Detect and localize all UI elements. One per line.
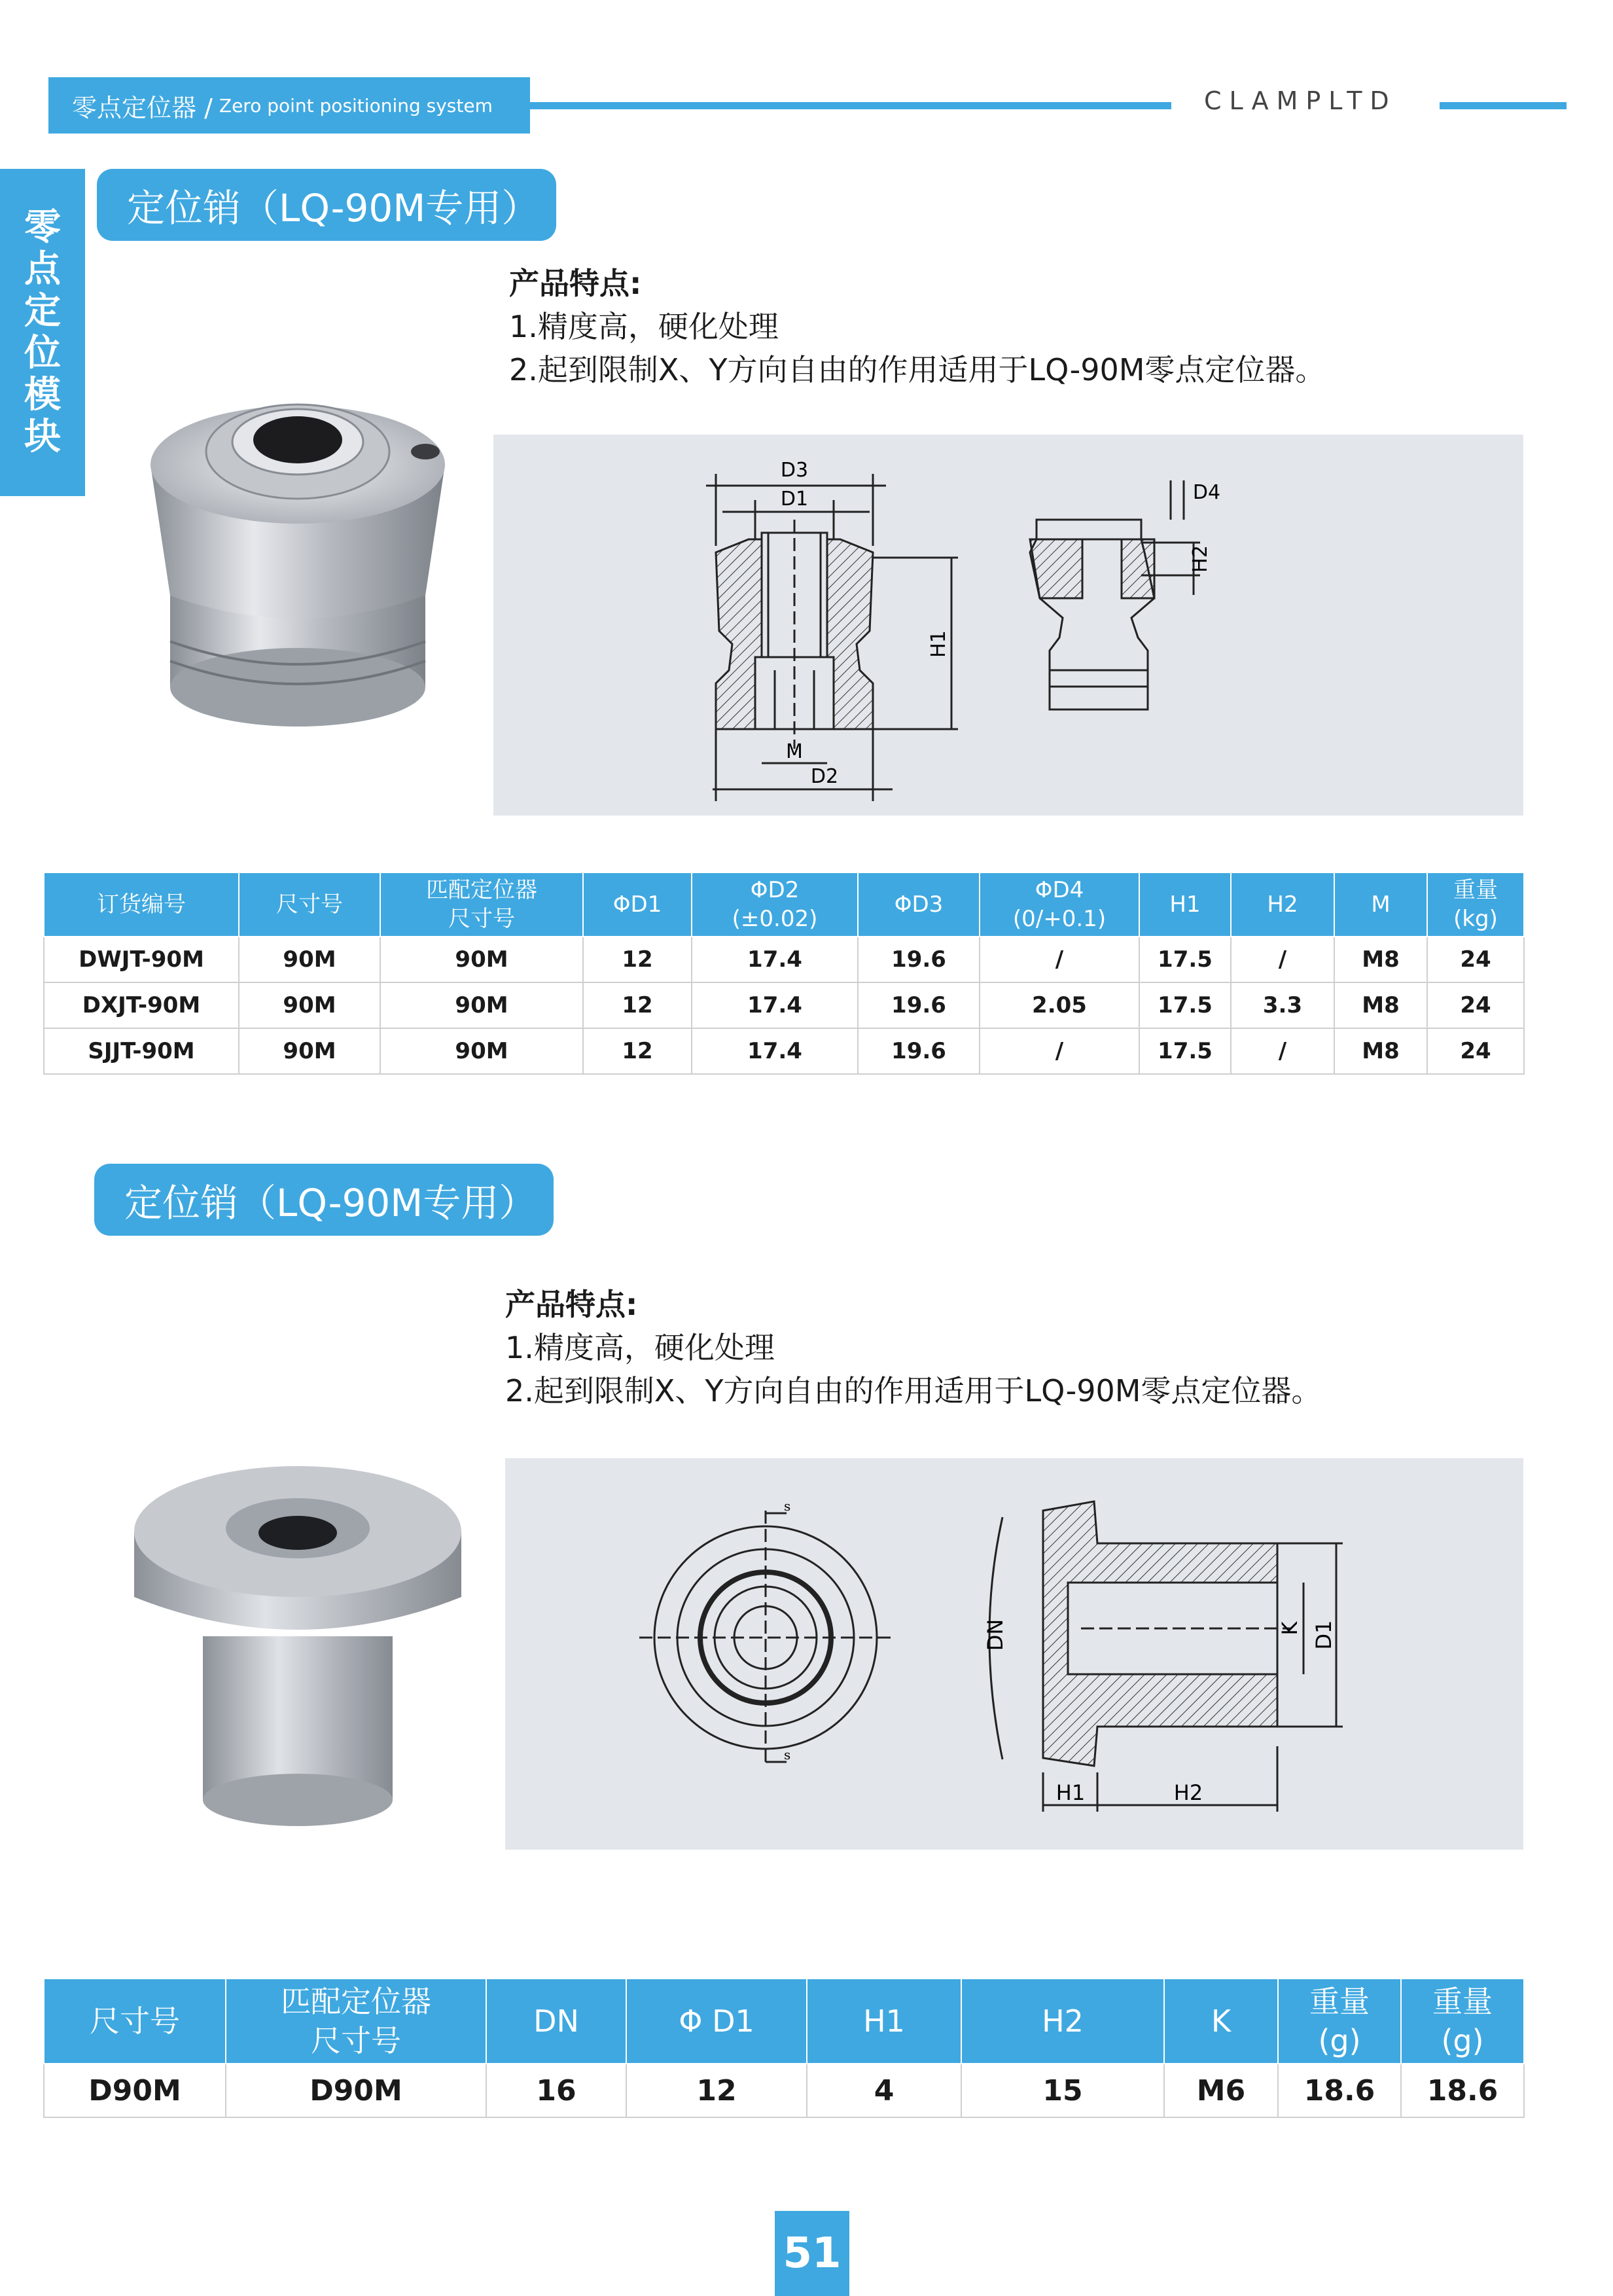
table-cell: 19.6: [858, 1028, 980, 1074]
brand-name: CLAMPLTD: [1204, 86, 1397, 115]
dim-label-d3: D3: [780, 459, 809, 482]
flange-pin-photo: [131, 1466, 471, 1846]
header-tag: [48, 77, 530, 134]
section2-spec-table: [43, 1978, 1525, 2118]
features-title: 产品特点:: [509, 266, 642, 301]
feature-item: 1.精度高，硬化处理: [505, 1330, 775, 1365]
table-header-row: [44, 872, 1524, 937]
feature-item: 2.起到限制X、Y方向自由的作用适用于LQ-90M零点定位器。: [505, 1373, 1322, 1408]
col-header: ΦD4 (0/+0.1): [980, 872, 1139, 937]
col-header: ΦD3: [858, 872, 980, 937]
col-header: 重量 (g): [1278, 1979, 1401, 2064]
table-cell: M8: [1334, 982, 1427, 1028]
side-tab-char: 点: [24, 248, 61, 291]
col-header: 订货编号: [44, 872, 239, 937]
table-cell: 16: [486, 2064, 626, 2117]
col-header: Φ D1: [626, 1979, 807, 2064]
col-header: H2: [961, 1979, 1164, 2064]
table-cell: DWJT-90M: [44, 937, 239, 982]
section1-spec-table: [43, 872, 1525, 1075]
table-cell: 18.6: [1401, 2064, 1524, 2117]
col-header: 尺寸号: [239, 872, 380, 937]
table-cell: M8: [1334, 1028, 1427, 1074]
dim-label-h2: H2: [1189, 545, 1212, 573]
col-header: K: [1164, 1979, 1278, 2064]
table-cell: 12: [583, 937, 692, 982]
table-cell: 90M: [380, 1028, 583, 1074]
side-tab-char: 模: [24, 374, 61, 416]
feature-item: 2.起到限制X、Y方向自由的作用适用于LQ-90M零点定位器。: [509, 352, 1326, 387]
section1-technical-drawing: [493, 435, 1523, 816]
side-tab-char: 块: [24, 416, 61, 458]
table-cell: 19.6: [858, 982, 980, 1028]
table-cell: D90M: [44, 2064, 226, 2117]
side-tab-char: 零: [24, 206, 61, 249]
table-cell: 4: [807, 2064, 961, 2117]
table-cell: 15: [961, 2064, 1164, 2117]
dim-label-d1: D1: [1311, 1620, 1336, 1650]
table-cell: D90M: [226, 2064, 486, 2117]
table-cell: 2.05: [980, 982, 1139, 1028]
table-cell: SJJT-90M: [44, 1028, 239, 1074]
header-divider-right: [1440, 102, 1567, 109]
section2-features: [505, 1283, 1321, 1412]
table-row: [44, 937, 1524, 982]
table-cell: 24: [1427, 937, 1524, 982]
table-cell: 3.3: [1231, 982, 1334, 1028]
dim-label-m: M: [786, 740, 803, 763]
dim-label-dn: DN: [983, 1619, 1008, 1651]
table-row: [44, 1028, 1524, 1074]
technical-drawing-svg: [493, 435, 1523, 816]
features-title: 产品特点:: [505, 1287, 638, 1322]
table-cell: M6: [1164, 2064, 1278, 2117]
dim-label-d2: D2: [810, 765, 839, 788]
dim-label-h1: H1: [1055, 1780, 1086, 1805]
dim-label-h2: H2: [1173, 1780, 1203, 1805]
col-header: DN: [486, 1979, 626, 2064]
table-cell: 12: [626, 2064, 807, 2117]
section1-title: 定位销（LQ-90M专用）: [97, 169, 556, 241]
table-cell: 12: [583, 982, 692, 1028]
table-cell: 17.5: [1139, 937, 1231, 982]
side-tab-char: 位: [24, 332, 61, 374]
dim-label-d4: D4: [1192, 481, 1221, 504]
table-cell: 90M: [380, 937, 583, 982]
table-cell: /: [980, 1028, 1139, 1074]
section-mark-bottom: s: [784, 1747, 791, 1763]
header-title-cn: 零点定位器 /: [72, 93, 213, 122]
table-cell: 19.6: [858, 937, 980, 982]
table-cell: 90M: [239, 1028, 380, 1074]
side-tab-char: 定: [24, 290, 61, 332]
table-header-row: [44, 1979, 1524, 2064]
col-header: 匹配定位器 尺寸号: [226, 1979, 486, 2064]
col-header: H1: [1139, 872, 1231, 937]
table-cell: 90M: [239, 982, 380, 1028]
col-header: H2: [1231, 872, 1334, 937]
section2-title: 定位销（LQ-90M专用）: [94, 1164, 554, 1236]
dim-label-k: K: [1277, 1621, 1302, 1636]
table-cell: 24: [1427, 1028, 1524, 1074]
table-cell: /: [1231, 937, 1334, 982]
table-cell: 17.4: [692, 982, 858, 1028]
table-cell: /: [980, 937, 1139, 982]
col-header: 重量 (g): [1401, 1979, 1524, 2064]
header-divider-left: [530, 102, 1171, 109]
col-header: 重量 (kg): [1427, 872, 1524, 937]
table-cell: M8: [1334, 937, 1427, 982]
table-row: [44, 982, 1524, 1028]
section2-technical-drawing: [505, 1458, 1523, 1850]
table-cell: 90M: [239, 937, 380, 982]
dim-label-d1: D1: [780, 488, 809, 511]
col-header: 匹配定位器 尺寸号: [380, 872, 583, 937]
table-cell: 18.6: [1278, 2064, 1401, 2117]
locating-pin-photo: [144, 380, 452, 746]
table-cell: 24: [1427, 982, 1524, 1028]
table-cell: 17.5: [1139, 1028, 1231, 1074]
table-row: [44, 2064, 1524, 2117]
page-number: 51: [775, 2211, 849, 2296]
table-cell: /: [1231, 1028, 1334, 1074]
table-cell: 17.4: [692, 937, 858, 982]
feature-item: 1.精度高，硬化处理: [509, 309, 779, 344]
table-cell: 17.5: [1139, 982, 1231, 1028]
col-header: M: [1334, 872, 1427, 937]
side-tab: [0, 169, 85, 496]
table-cell: 17.4: [692, 1028, 858, 1074]
col-header: H1: [807, 1979, 961, 2064]
col-header: 尺寸号: [44, 1979, 226, 2064]
table-cell: 90M: [380, 982, 583, 1028]
dim-label-h1: H1: [927, 630, 950, 658]
col-header: ΦD2 (±0.02): [692, 872, 858, 937]
table-cell: DXJT-90M: [44, 982, 239, 1028]
header-title-en: Zero point positioning system: [219, 94, 493, 117]
table-cell: 12: [583, 1028, 692, 1074]
col-header: ΦD1: [583, 872, 692, 937]
section-mark-top: s: [784, 1498, 791, 1514]
section1-features: [509, 262, 1325, 391]
technical-drawing-svg: [505, 1458, 1523, 1850]
